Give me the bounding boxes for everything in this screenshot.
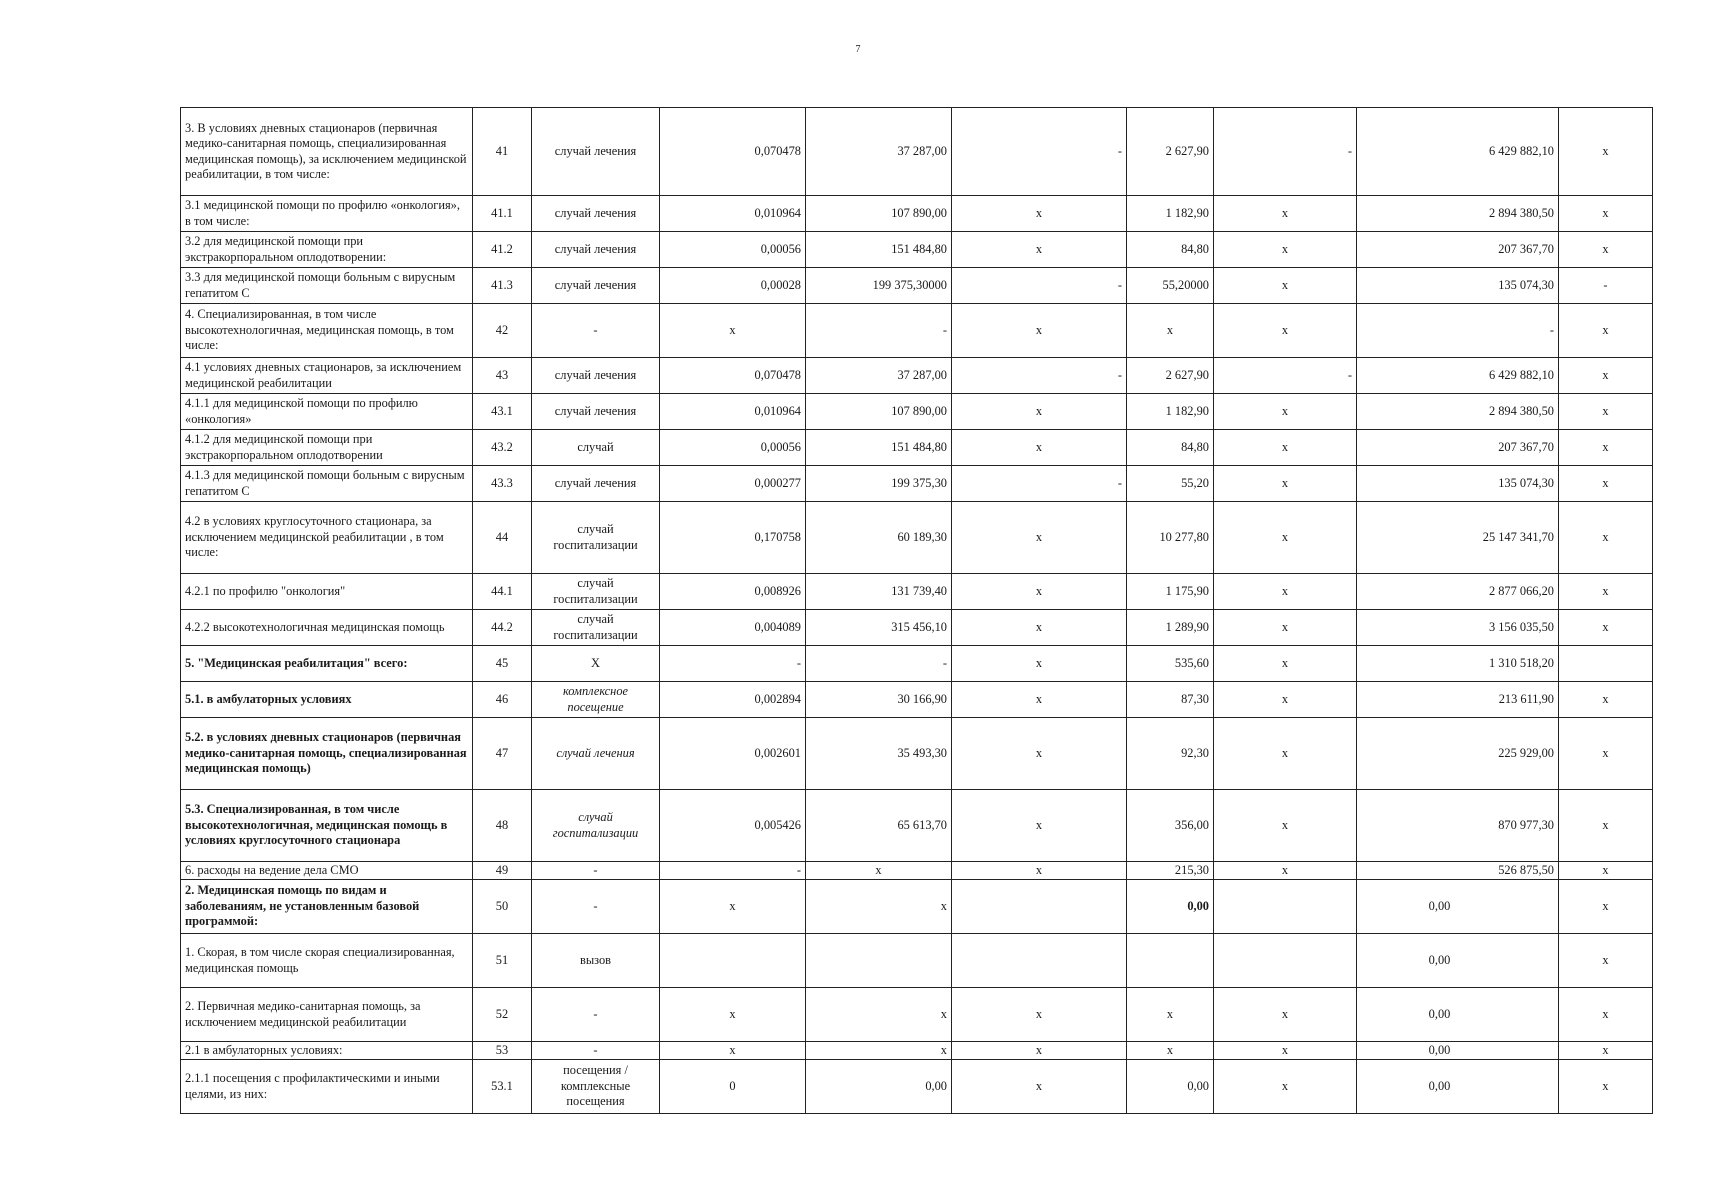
unit-cell: случай лечения	[532, 394, 660, 430]
share-cell: x	[1559, 718, 1653, 790]
row-number-cell: 43.2	[473, 430, 532, 466]
oms-per-capita-cell	[1127, 934, 1214, 988]
volume-norm-cell: 0,008926	[660, 574, 806, 610]
share-cell: x	[1559, 466, 1653, 502]
row-name-cell: 3.2 для медицинской помощи при экстракорпоральном оплодотворении:	[181, 232, 473, 268]
row-name-cell: 5.3. Специализированная, в том числе высокотехнологичная, медицинская помощь в условиях круглосуточного стационара	[181, 790, 473, 862]
budget-per-capita-cell: x	[952, 1042, 1127, 1060]
cost-norm-cell: 151 484,80	[806, 232, 952, 268]
oms-total-cell: 0,00	[1357, 1060, 1559, 1114]
row-number-cell: 44	[473, 502, 532, 574]
oms-total-cell: 0,00	[1357, 934, 1559, 988]
table-row	[181, 988, 1653, 1042]
row-name-cell: 3.3 для медицинской помощи больным с вирусным гепатитом С	[181, 268, 473, 304]
table-row	[181, 1060, 1653, 1114]
budget-per-capita-cell	[952, 880, 1127, 934]
table-row	[181, 934, 1653, 988]
budget-total-cell: x	[1214, 502, 1357, 574]
budget-total-cell: x	[1214, 196, 1357, 232]
cost-norm-cell: 107 890,00	[806, 394, 952, 430]
oms-per-capita-cell: x	[1127, 1042, 1214, 1060]
unit-cell: -	[532, 304, 660, 358]
cost-norm-cell	[806, 934, 952, 988]
table-row	[181, 862, 1653, 880]
budget-total-cell: x	[1214, 466, 1357, 502]
unit-cell: вызов	[532, 934, 660, 988]
table-row	[181, 394, 1653, 430]
volume-norm-cell: 0,170758	[660, 502, 806, 574]
oms-total-cell: 207 367,70	[1357, 232, 1559, 268]
row-name-cell: 4.1.2 для медицинской помощи при экстракорпоральном оплодотворении	[181, 430, 473, 466]
share-cell	[1559, 646, 1653, 682]
budget-per-capita-cell: -	[952, 358, 1127, 394]
table-row	[181, 610, 1653, 646]
share-cell: x	[1559, 880, 1653, 934]
share-cell: x	[1559, 304, 1653, 358]
share-cell: -	[1559, 268, 1653, 304]
cost-norm-cell: 107 890,00	[806, 196, 952, 232]
volume-norm-cell: 0,070478	[660, 108, 806, 196]
row-number-cell: 53.1	[473, 1060, 532, 1114]
cost-norm-cell: 65 613,70	[806, 790, 952, 862]
oms-per-capita-cell: 1 289,90	[1127, 610, 1214, 646]
oms-total-cell: 2 894 380,50	[1357, 196, 1559, 232]
unit-cell: случай лечения	[532, 718, 660, 790]
row-number-cell: 53	[473, 1042, 532, 1060]
oms-total-cell: 2 877 066,20	[1357, 574, 1559, 610]
budget-per-capita-cell: x	[952, 682, 1127, 718]
volume-norm-cell: 0,002601	[660, 718, 806, 790]
oms-per-capita-cell: 84,80	[1127, 232, 1214, 268]
row-number-cell: 48	[473, 790, 532, 862]
budget-per-capita-cell: -	[952, 268, 1127, 304]
row-name-cell: 4. Специализированная, в том числе высокотехнологичная, медицинская помощь, в том числе:	[181, 304, 473, 358]
budget-per-capita-cell: -	[952, 108, 1127, 196]
oms-per-capita-cell: 87,30	[1127, 682, 1214, 718]
oms-total-cell: 225 929,00	[1357, 718, 1559, 790]
oms-per-capita-cell: 84,80	[1127, 430, 1214, 466]
volume-norm-cell: 0	[660, 1060, 806, 1114]
oms-per-capita-cell: 1 175,90	[1127, 574, 1214, 610]
row-number-cell: 43.1	[473, 394, 532, 430]
budget-per-capita-cell: x	[952, 1060, 1127, 1114]
oms-total-cell: 3 156 035,50	[1357, 610, 1559, 646]
unit-cell: случай госпитализации	[532, 610, 660, 646]
row-number-cell: 51	[473, 934, 532, 988]
financing-table	[180, 107, 1653, 1114]
oms-total-cell: 0,00	[1357, 1042, 1559, 1060]
oms-total-cell: 6 429 882,10	[1357, 358, 1559, 394]
share-cell: x	[1559, 232, 1653, 268]
budget-per-capita-cell: x	[952, 610, 1127, 646]
row-number-cell: 42	[473, 304, 532, 358]
row-name-cell: 4.2.2 высокотехнологичная медицинская помощь	[181, 610, 473, 646]
share-cell: x	[1559, 790, 1653, 862]
share-cell: x	[1559, 862, 1653, 880]
row-number-cell: 41	[473, 108, 532, 196]
unit-cell: случай лечения	[532, 268, 660, 304]
oms-total-cell: 0,00	[1357, 880, 1559, 934]
oms-total-cell: -	[1357, 304, 1559, 358]
table-row	[181, 430, 1653, 466]
budget-total-cell: x	[1214, 268, 1357, 304]
share-cell: x	[1559, 574, 1653, 610]
volume-norm-cell: 0,002894	[660, 682, 806, 718]
row-name-cell: 5.2. в условиях дневных стационаров (первичная медико-санитарная помощь, специализированная медицинская помощь)	[181, 718, 473, 790]
budget-per-capita-cell: x	[952, 430, 1127, 466]
budget-per-capita-cell: x	[952, 790, 1127, 862]
oms-per-capita-cell: 535,60	[1127, 646, 1214, 682]
row-number-cell: 43	[473, 358, 532, 394]
cost-norm-cell: -	[806, 304, 952, 358]
cost-norm-cell: 37 287,00	[806, 108, 952, 196]
row-number-cell: 43.3	[473, 466, 532, 502]
cost-norm-cell: x	[806, 880, 952, 934]
budget-total-cell: x	[1214, 646, 1357, 682]
oms-per-capita-cell: x	[1127, 988, 1214, 1042]
table-row	[181, 466, 1653, 502]
oms-per-capita-cell: 215,30	[1127, 862, 1214, 880]
table-row	[181, 358, 1653, 394]
table-row	[181, 232, 1653, 268]
row-name-cell: 2. Первичная медико-санитарная помощь, за исключением медицинской реабилитации	[181, 988, 473, 1042]
cost-norm-cell: 315 456,10	[806, 610, 952, 646]
table-row	[181, 790, 1653, 862]
cost-norm-cell: x	[806, 1042, 952, 1060]
share-cell: x	[1559, 394, 1653, 430]
budget-total-cell: x	[1214, 430, 1357, 466]
cost-norm-cell: 0,00	[806, 1060, 952, 1114]
budget-per-capita-cell: x	[952, 862, 1127, 880]
row-name-cell: 2.1 в амбулаторных условиях:	[181, 1042, 473, 1060]
oms-per-capita-cell: 2 627,90	[1127, 358, 1214, 394]
volume-norm-cell: x	[660, 304, 806, 358]
volume-norm-cell: 0,00056	[660, 232, 806, 268]
share-cell: x	[1559, 610, 1653, 646]
budget-per-capita-cell	[952, 934, 1127, 988]
volume-norm-cell: 0,00056	[660, 430, 806, 466]
budget-total-cell: x	[1214, 232, 1357, 268]
unit-cell: случай	[532, 430, 660, 466]
oms-per-capita-cell: 10 277,80	[1127, 502, 1214, 574]
budget-per-capita-cell: x	[952, 646, 1127, 682]
oms-total-cell: 207 367,70	[1357, 430, 1559, 466]
row-name-cell: 3.1 медицинской помощи по профилю «онкология», в том числе:	[181, 196, 473, 232]
row-number-cell: 41.1	[473, 196, 532, 232]
unit-cell: комплексное посещение	[532, 682, 660, 718]
oms-total-cell: 2 894 380,50	[1357, 394, 1559, 430]
oms-total-cell: 0,00	[1357, 988, 1559, 1042]
unit-cell: -	[532, 880, 660, 934]
budget-total-cell: x	[1214, 862, 1357, 880]
budget-per-capita-cell: -	[952, 466, 1127, 502]
oms-per-capita-cell: 2 627,90	[1127, 108, 1214, 196]
budget-total-cell: x	[1214, 394, 1357, 430]
volume-norm-cell	[660, 934, 806, 988]
unit-cell: случай лечения	[532, 196, 660, 232]
share-cell: x	[1559, 934, 1653, 988]
oms-per-capita-cell: 1 182,90	[1127, 196, 1214, 232]
volume-norm-cell: x	[660, 880, 806, 934]
row-number-cell: 41.3	[473, 268, 532, 304]
oms-total-cell: 1 310 518,20	[1357, 646, 1559, 682]
unit-cell: -	[532, 862, 660, 880]
budget-total-cell: x	[1214, 610, 1357, 646]
unit-cell: случай лечения	[532, 358, 660, 394]
row-name-cell: 1. Скорая, в том числе скорая специализированная, медицинская помощь	[181, 934, 473, 988]
oms-per-capita-cell: 55,20000	[1127, 268, 1214, 304]
volume-norm-cell: 0,010964	[660, 196, 806, 232]
table-row	[181, 108, 1653, 196]
cost-norm-cell: 131 739,40	[806, 574, 952, 610]
budget-per-capita-cell: x	[952, 232, 1127, 268]
unit-cell: случай госпитализации	[532, 574, 660, 610]
table-row	[181, 880, 1653, 934]
oms-per-capita-cell: 0,00	[1127, 1060, 1214, 1114]
share-cell: x	[1559, 502, 1653, 574]
cost-norm-cell: -	[806, 646, 952, 682]
row-name-cell: 2. Медицинская помощь по видам и заболеваниям, не установленным базовой программой:	[181, 880, 473, 934]
oms-total-cell: 526 875,50	[1357, 862, 1559, 880]
volume-norm-cell: -	[660, 862, 806, 880]
budget-per-capita-cell: x	[952, 304, 1127, 358]
table-row	[181, 682, 1653, 718]
row-number-cell: 41.2	[473, 232, 532, 268]
row-number-cell: 46	[473, 682, 532, 718]
row-name-cell: 4.2.1 по профилю "онкология"	[181, 574, 473, 610]
volume-norm-cell: x	[660, 1042, 806, 1060]
row-number-cell: 44.2	[473, 610, 532, 646]
row-name-cell: 4.1.3 для медицинской помощи больным с вирусным гепатитом С	[181, 466, 473, 502]
table-row	[181, 304, 1653, 358]
share-cell: x	[1559, 196, 1653, 232]
budget-per-capita-cell: x	[952, 196, 1127, 232]
oms-per-capita-cell: 55,20	[1127, 466, 1214, 502]
row-number-cell: 52	[473, 988, 532, 1042]
unit-cell: случай лечения	[532, 466, 660, 502]
row-name-cell: 4.1.1 для медицинской помощи по профилю «онкология»	[181, 394, 473, 430]
cost-norm-cell: 35 493,30	[806, 718, 952, 790]
volume-norm-cell: 0,005426	[660, 790, 806, 862]
volume-norm-cell: 0,004089	[660, 610, 806, 646]
row-number-cell: 50	[473, 880, 532, 934]
unit-cell: -	[532, 1042, 660, 1060]
volume-norm-cell: x	[660, 988, 806, 1042]
budget-total-cell: x	[1214, 718, 1357, 790]
row-number-cell: 45	[473, 646, 532, 682]
share-cell: x	[1559, 358, 1653, 394]
budget-total-cell: -	[1214, 358, 1357, 394]
oms-total-cell: 135 074,30	[1357, 466, 1559, 502]
budget-total-cell: x	[1214, 304, 1357, 358]
unit-cell: случай лечения	[532, 108, 660, 196]
oms-total-cell: 6 429 882,10	[1357, 108, 1559, 196]
unit-cell: X	[532, 646, 660, 682]
row-name-cell: 3. В условиях дневных стационаров (первичная медико-санитарная помощь, специализированная медицинская помощь), за исключением медицинской реабилитации, в том числе:	[181, 108, 473, 196]
oms-total-cell: 25 147 341,70	[1357, 502, 1559, 574]
budget-total-cell: x	[1214, 682, 1357, 718]
budget-total-cell: x	[1214, 1060, 1357, 1114]
cost-norm-cell: 60 189,30	[806, 502, 952, 574]
unit-cell: случай лечения	[532, 232, 660, 268]
volume-norm-cell: 0,00028	[660, 268, 806, 304]
budget-total-cell: x	[1214, 988, 1357, 1042]
volume-norm-cell: 0,070478	[660, 358, 806, 394]
share-cell: x	[1559, 682, 1653, 718]
budget-total-cell	[1214, 880, 1357, 934]
cost-norm-cell: 151 484,80	[806, 430, 952, 466]
volume-norm-cell: 0,000277	[660, 466, 806, 502]
share-cell: x	[1559, 1042, 1653, 1060]
budget-per-capita-cell: x	[952, 574, 1127, 610]
cost-norm-cell: 199 375,30	[806, 466, 952, 502]
budget-total-cell: x	[1214, 790, 1357, 862]
cost-norm-cell: x	[806, 988, 952, 1042]
budget-total-cell: -	[1214, 108, 1357, 196]
table-row	[181, 268, 1653, 304]
budget-total-cell: x	[1214, 574, 1357, 610]
share-cell: x	[1559, 430, 1653, 466]
budget-per-capita-cell: x	[952, 988, 1127, 1042]
share-cell: x	[1559, 108, 1653, 196]
cost-norm-cell: 30 166,90	[806, 682, 952, 718]
budget-per-capita-cell: x	[952, 502, 1127, 574]
row-number-cell: 44.1	[473, 574, 532, 610]
cost-norm-cell: 199 375,30000	[806, 268, 952, 304]
oms-per-capita-cell: 1 182,90	[1127, 394, 1214, 430]
oms-total-cell: 135 074,30	[1357, 268, 1559, 304]
cost-norm-cell: 37 287,00	[806, 358, 952, 394]
share-cell: x	[1559, 988, 1653, 1042]
budget-total-cell	[1214, 934, 1357, 988]
oms-per-capita-cell: 0,00	[1127, 880, 1214, 934]
oms-total-cell: 213 611,90	[1357, 682, 1559, 718]
budget-total-cell: x	[1214, 1042, 1357, 1060]
unit-cell: случай госпитализации	[532, 790, 660, 862]
table-row	[181, 574, 1653, 610]
row-name-cell: 5.1. в амбулаторных условиях	[181, 682, 473, 718]
budget-per-capita-cell: x	[952, 718, 1127, 790]
unit-cell: случай госпитализации	[532, 502, 660, 574]
oms-per-capita-cell: x	[1127, 304, 1214, 358]
cost-norm-cell: x	[806, 862, 952, 880]
row-name-cell: 2.1.1 посещения с профилактическими и иными целями, из них:	[181, 1060, 473, 1114]
row-number-cell: 49	[473, 862, 532, 880]
oms-total-cell: 870 977,30	[1357, 790, 1559, 862]
oms-per-capita-cell: 92,30	[1127, 718, 1214, 790]
unit-cell: посещения / комплексные посещения	[532, 1060, 660, 1114]
volume-norm-cell: 0,010964	[660, 394, 806, 430]
budget-per-capita-cell: x	[952, 394, 1127, 430]
page-number: 7	[855, 44, 861, 55]
oms-per-capita-cell: 356,00	[1127, 790, 1214, 862]
table-row	[181, 502, 1653, 574]
row-name-cell: 6. расходы на ведение дела СМО	[181, 862, 473, 880]
row-name-cell: 4.2 в условиях круглосуточного стационара, за исключением медицинской реабилитации , в том числе:	[181, 502, 473, 574]
table-row	[181, 718, 1653, 790]
row-name-cell: 5. "Медицинская реабилитация" всего:	[181, 646, 473, 682]
row-number-cell: 47	[473, 718, 532, 790]
table-row	[181, 1042, 1653, 1060]
share-cell: x	[1559, 1060, 1653, 1114]
unit-cell: -	[532, 988, 660, 1042]
table-row	[181, 196, 1653, 232]
table-row	[181, 646, 1653, 682]
volume-norm-cell: -	[660, 646, 806, 682]
row-name-cell: 4.1 условиях дневных стационаров, за исключением медицинской реабилитации	[181, 358, 473, 394]
